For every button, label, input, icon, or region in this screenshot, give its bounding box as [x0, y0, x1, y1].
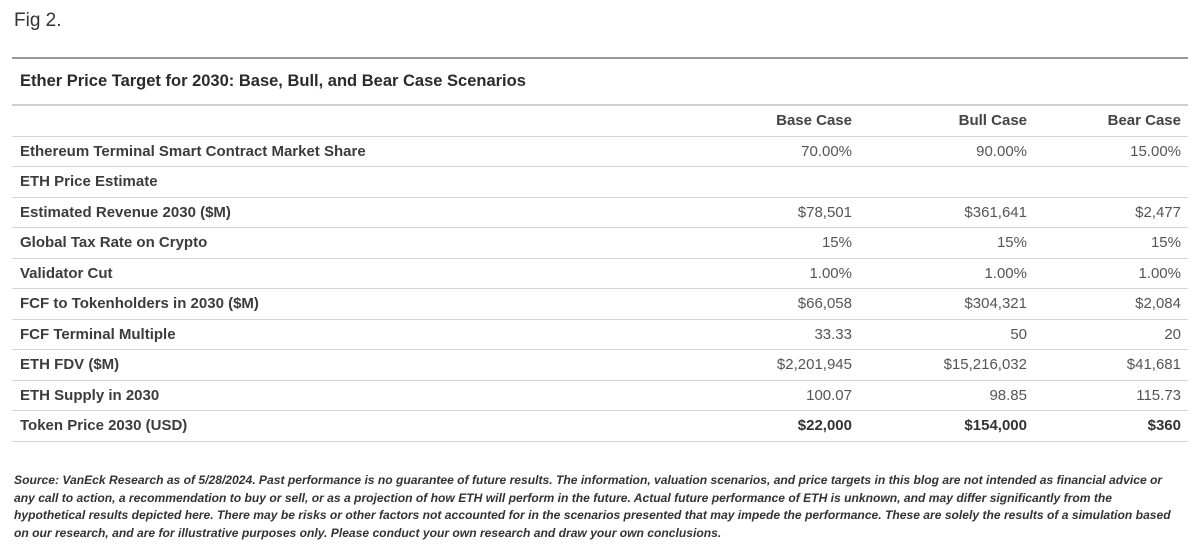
figure-label: Fig 2.	[14, 10, 62, 31]
row-label: Ethereum Terminal Smart Contract Market Share	[12, 136, 612, 167]
bull-value: 15%	[852, 228, 1027, 259]
bear-value	[1027, 167, 1188, 198]
table-row	[12, 380, 1188, 411]
base-value: $66,058	[612, 289, 852, 320]
row-label: Global Tax Rate on Crypto	[12, 228, 612, 259]
bull-value: $154,000	[852, 411, 1027, 442]
bull-value: 1.00%	[852, 258, 1027, 289]
table-row	[12, 258, 1188, 289]
table-row	[12, 319, 1188, 350]
bear-value: 115.73	[1027, 380, 1188, 411]
bull-value: 50	[852, 319, 1027, 350]
row-label: ETH Supply in 2030	[12, 380, 612, 411]
bear-value: $2,477	[1027, 197, 1188, 228]
row-label: FCF to Tokenholders in 2030 ($M)	[12, 289, 612, 320]
bear-value: $2,084	[1027, 289, 1188, 320]
base-value: $2,201,945	[612, 350, 852, 381]
table-row	[12, 167, 1188, 198]
bear-value: $360	[1027, 411, 1188, 442]
base-value	[612, 167, 852, 198]
bear-value: $41,681	[1027, 350, 1188, 381]
header-row	[12, 106, 1188, 136]
header-bull-case: Bull Case	[852, 106, 1027, 136]
table-title: Ether Price Target for 2030: Base, Bull, and Bear Case Scenarios	[12, 59, 1188, 106]
base-value: $78,501	[612, 197, 852, 228]
bear-value: 20	[1027, 319, 1188, 350]
base-value: 15%	[612, 228, 852, 259]
bull-value: $304,321	[852, 289, 1027, 320]
row-label: FCF Terminal Multiple	[12, 319, 612, 350]
base-value: 70.00%	[612, 136, 852, 167]
row-label: Validator Cut	[12, 258, 612, 289]
table-row	[12, 228, 1188, 259]
source-disclaimer: Source: VanEck Research as of 5/28/2024. Past performance is no guarantee of future results. The information, valuation scenarios, and price targets in this blog are not intended as financial advice or any call to action, a recommendation to buy or sell, or as a projection of how ETH will perform in the future. Actual future performance of ETH is unknown, and may differ significantly from the hypothetical results depicted here. There may be risks or other factors not accounted for in the scenarios presented that may impede the performance. These are solely the results of a simulation based on our research, and are for illustrative purposes only. Please conduct your own research and draw your own conclusions.	[14, 473, 1171, 540]
row-label: Estimated Revenue 2030 ($M)	[12, 197, 612, 228]
table-row	[12, 350, 1188, 381]
bear-value: 1.00%	[1027, 258, 1188, 289]
row-label: Token Price 2030 (USD)	[12, 411, 612, 442]
bull-value: $361,641	[852, 197, 1027, 228]
bull-value: $15,216,032	[852, 350, 1027, 381]
base-value: $22,000	[612, 411, 852, 442]
scenario-table	[12, 57, 1188, 442]
table-row-total	[12, 411, 1188, 442]
bull-value: 98.85	[852, 380, 1027, 411]
bear-value: 15%	[1027, 228, 1188, 259]
bull-value	[852, 167, 1027, 198]
table-row	[12, 289, 1188, 320]
header-label	[12, 106, 612, 136]
base-value: 1.00%	[612, 258, 852, 289]
bull-value: 90.00%	[852, 136, 1027, 167]
table-row	[12, 136, 1188, 167]
base-value: 33.33	[612, 319, 852, 350]
table-row	[12, 197, 1188, 228]
bear-value: 15.00%	[1027, 136, 1188, 167]
header-bear-case: Bear Case	[1027, 106, 1188, 136]
row-label: ETH Price Estimate	[12, 167, 612, 198]
base-value: 100.07	[612, 380, 852, 411]
row-label: ETH FDV ($M)	[12, 350, 612, 381]
scenario-grid	[12, 106, 1188, 442]
header-base-case: Base Case	[612, 106, 852, 136]
